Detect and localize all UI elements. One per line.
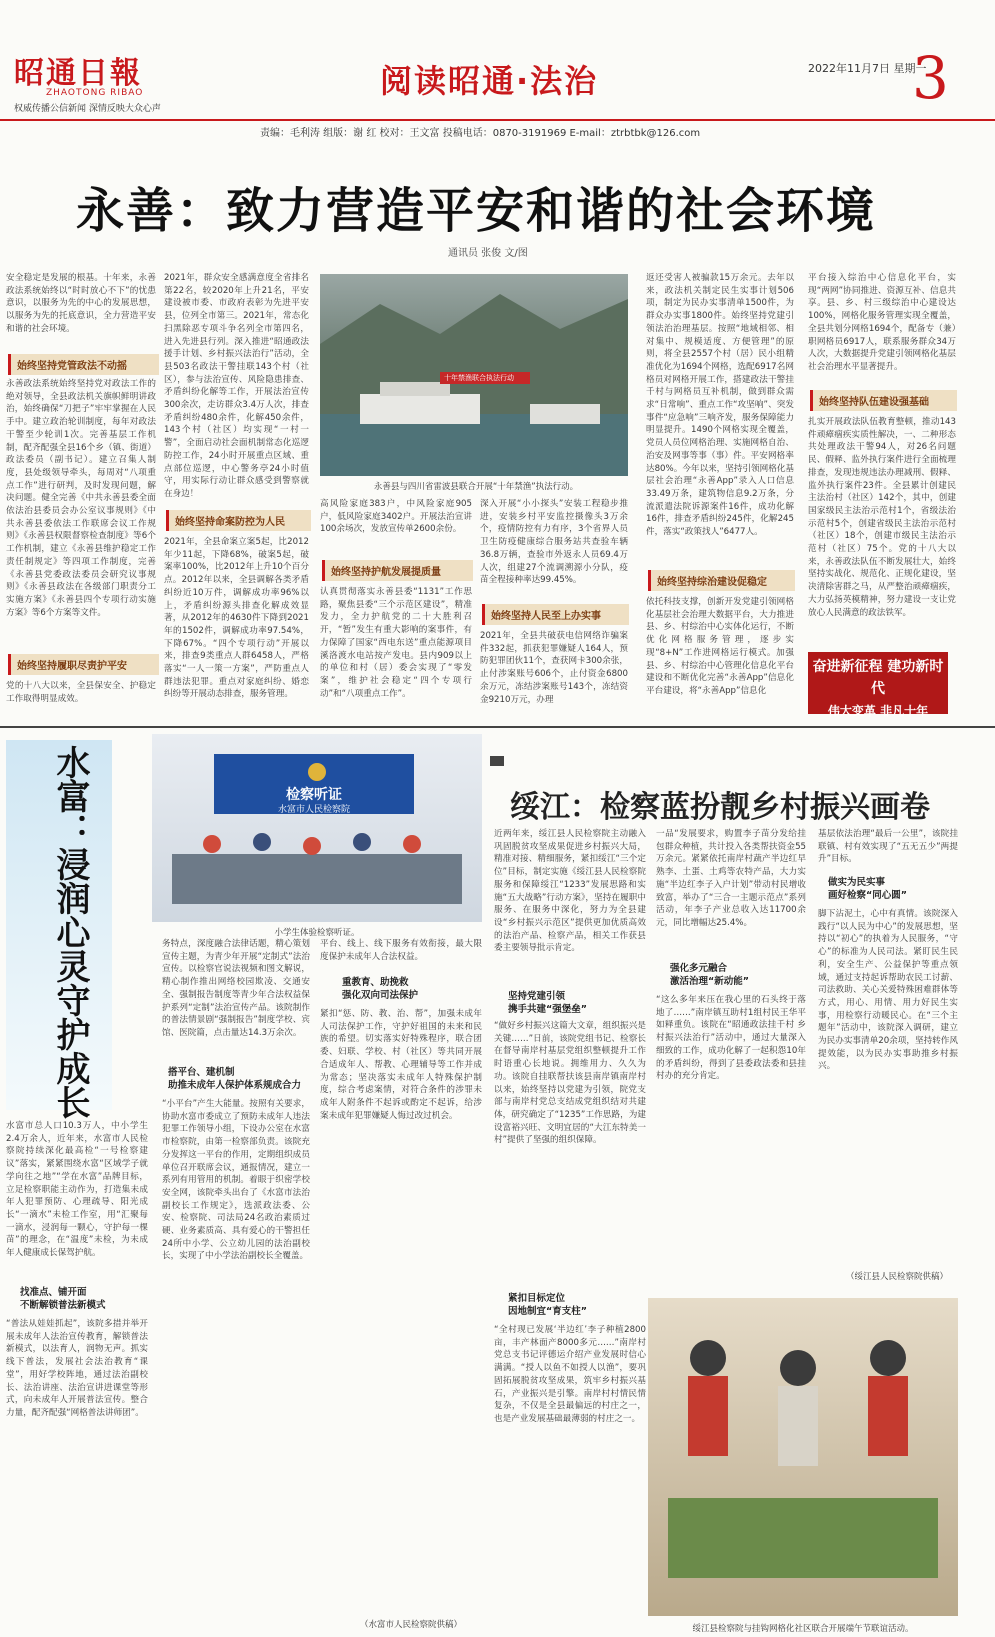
person-body	[868, 1376, 908, 1456]
article1-subhead: 始终坚持队伍建设强基础	[810, 390, 957, 411]
photo-banner-text: 十年禁渔联合执法行动	[444, 374, 514, 382]
article3-col3-body: 基层依法治理“最后一公里”，该院挂联镇、村有效实现了“五无五少”两提升”目标。	[818, 829, 958, 865]
article3-signature: （绥江县人民检察院供稿）	[846, 1272, 949, 1282]
newspaper-logo-english: ZHAOTONG RIBAO	[46, 88, 144, 98]
article1-subhead: 始终坚持党管政法不动摇	[8, 354, 159, 375]
article1-col4-body2: 2021年，全县共破获电信网络诈骗案件332起，抓获犯罪嫌疑人164人，预防犯罪团伙11个，查获网卡300余张，止付涉案账号606个，止付资金6800余万元，冻结涉案账号143个，冻结资金9210万元，办理	[480, 631, 628, 705]
article3-col1-body3: “全村现已发展‘半边红’李子种植2800亩，丰产林面产8000多元……”南岸村党总支书记评德运介绍产业发展时信心满满。“授人以鱼不如授人以渔”，要巩固拓展脱贫攻坚成果，筑牢乡村振兴基石，产业振兴是引擎。南岸村村情民情复杂，不仅是全县最偏远的村庄之一，也是产业发展基础最薄弱的村庄之一。	[494, 1325, 646, 1424]
article3-headline: 绥江：检察蓝扮靓乡村振兴画卷	[510, 790, 930, 825]
article1-col1-body: 永善政法系统始终坚持党对政法工作的绝对领导，全县政法机关旗帜鲜明讲政治，始终确保“刀把子”牢牢掌握在人民手中。建立政治轮训制度，每年对政法干警至少轮训1次。完善基层工作机制，配齐配强全县16个乡（镇、街道）政法委员（副书记）。建立召集人制度，县处级领导牵头，每周对“八项重点工作”进行研判，及时发现问题，解决问题。健全完善《中共永善县委全面依法治县委员会办公室议事规则》《中共永善县委依法工作联席会议工作规则》《永善县权限督察检查制度》等6个工作机制，建立《永善县维护稳定工作责任制规定》等四项工作制度，完善《永善县党委政法委员会研究议事规则》《永善县政法在各级部门职责分工实施方案》《永善县四个专项行动实施方案》等6个方案等文件。	[6, 379, 156, 618]
article2-col3-body2: 紧扣“惩、防、教、治、帮”，加强未成年人司法保护工作，守护好祖国的未来和民族的希望。切实落实好特殊程序，联合团委、妇联、学校、村（社区）等共同开展合适成年人、帮教、心理辅导等工作并成为常态；坚决落实未成年人特殊保护制度，综合考虑案情，对符合条件的涉罪未成年人附条件不起诉或酌定不起诉，给涉案未成年犯罪嫌疑人悔过改过机会。	[320, 1009, 482, 1121]
article3-col1-body: 近两年来，绥江县人民检察院主动融入巩固脱贫攻坚成果促进乡村振兴大局，精准对接、精细服务，紧扣绥江“三个定位”目标，制定实施《绥江县人民检察院服务和保障绥江“1233”发展思路和实施“五大战略”行动方案》，坚持在履职中服务、在服务中深化，努力为全县建设“乡村振兴示范区”提供更加优质高效的法治产品、检察产品，相关工作获县委主要领导批示肯定。	[494, 829, 646, 954]
article2-signature: （水富市人民检察院供稿）	[360, 1620, 463, 1630]
photo-banner-text: 检察听证	[286, 787, 342, 803]
article3-subhead: 做实为民实事 画好检察“同心圆”	[828, 877, 907, 901]
article2-photo-caption: 小学生体验检察听证。	[274, 928, 360, 938]
article3-subhead: 坚持党建引领 携手共建“强堡垒”	[508, 991, 587, 1015]
page-number: 3	[912, 44, 949, 112]
article1-col2-body2: 2021年，全县命案立案5起，比2012年少11起，下降68%，破案5起，破案率100%，比2012年上升10个百分点。2012年以来，全县调解各类矛盾纠纷近10万件，调解成功率96%以上，矛盾纠纷源头排查化解成效显著，从2012年的4630件下降到2021年的1502件，调解成功率97.54%，下降67%。“四个专项行动”开展以来，排查9类重点人群6458人，严格落实“一人一策一方案”，严防重点人群违法犯罪。重点对家庭纠纷、婚恋纠纷等开展动态排查，服务管理。	[164, 537, 309, 700]
person-head	[780, 1350, 816, 1386]
article1-col5-body2: 依托科技支撑，创新开发党建引领网格化基层社会治理大数据平台，大力推进县、乡、村综治中心实体化运行，不断优化网格服务管理，逐步实现“8+N”工作进网格运行模式。加强县、乡、村综治中心管理化信息化平台建设和不断优化完善“永善App”信息化平台建设，将“永善App”信息化	[646, 597, 794, 696]
header-divider	[0, 119, 995, 121]
article1-col4-body: 深入开展“小小探头”安装工程稳步推进，安装乡村平安监控摄像头3万余个，疫情防控有力有序，3个省界人员卫生防疫健康综合服务站共查验车辆36.8万辆，查验市外返永人员69.4万人次，组建27个流调溯源小分队，疫苗全程接种率达99.45%。	[480, 499, 628, 586]
article3-subhead: 紧扣目标定位 因地制宜“育支柱”	[508, 1293, 587, 1317]
editor-credits: 责编：毛利涛 组版：谢 红 校对：王文富 投稿电话：0870-3191969 E-mail：ztrbtbk@126.com	[260, 128, 701, 139]
hearing-scene	[152, 734, 482, 922]
section-title: 阅读昭通·法治	[380, 62, 599, 100]
boat-cabin	[380, 382, 450, 396]
table-shape	[172, 854, 462, 904]
article2-col3-body: 平台、线上、线下服务有效衔接，最大限度保护未成年人合法权益。	[320, 939, 482, 962]
section-divider	[0, 726, 995, 728]
article1-col3-body2: 认真贯彻落实永善县委“1131”工作思路，聚焦县委“三个示范区建设”，精准发力，全力护航党的二十大胜利召开，“暂”发生有重大影响的案事件，有力保障了国家“西电东送”重点能源项目溪洛渡水电站按产发电。县内909以上的单位和村（居）委会实现了“零发案”，维护社会稳定“四个专项行动”和“八项重点工作”。	[320, 587, 472, 699]
article2-photo-hearing	[152, 734, 482, 922]
person-head	[690, 1340, 726, 1376]
article1-col5-body: 返还受害人被骗款15万余元。去年以来，政法机关制定民生实事计划506项，制定为民办实事清单1500件，为群众办实事1800件。始终坚持党建引领法治治理基层。按照“地域相邻、相对集中、规模适度、方便管理”的原则，将全县2557个村（居）民小组精准优化为1694个网格，选配6917名网格员对网格开展工作，搭建政法干警挂千村与网格员互补机制，做到群众需求“日常响”、重点工作“攻坚响”、突发事件“应急响”三响齐发，服务保障能力明显提升。1490个网格实现全覆盖，党员人员位网格治理、实施网格自治、治安及网事等事（事）件。平安网格率达80%。今年以来，坚持引领网格化基层社会治理“永善App”录入人口信息33.49万条，建筑物信息9.2万条，分流派遣法院诉源案件16件，成功化解16件，排查矛盾纠纷245件，化解245件，落实“政策找人”6477人。	[646, 273, 794, 538]
article3-col1-body2: “做好乡村振兴这篇大文章，组织振兴是关键……”日前，该院党组书记、检察长在督导南岸村基层党组织整顿提升工作时语重心长地说。拥维用力、久久为功。该院自挂联帮扶该县南岸镇南岸村以来，始终坚持以党建为引领，院党支部与南岸村党总支结成党组织结对共建体，研究确定了“1235”工作思路，为建设富裕兴旺、文明宜居的“大江东特美一村”提供了坚强的组织保障。	[494, 1021, 646, 1146]
zongzi-leaves	[668, 1498, 938, 1578]
article1-col6-body: 平台接入综治中心信息化平台，实现“两网”协同推进、资源互补、信息共享。县、乡、村三级综治中心建设达100%，网格化服务管理实现全覆盖，全县共划分网格1694个，配备专（兼）职网格员6917人，联系服务群众34万人次，大数据提升党建引领网格化基层社会治理水平显著提升。	[808, 273, 956, 372]
article2-col2-body: 务特点，深度融合法律话题，精心策划宣传主题，为青少年开展“定制式”法治宣传。以检察官说法视频和图文解说，精心制作推出网络校园欺凌、交通安全、强制报告制度等青少年合法权益保护系列“定制”法治宣传产品。该院制作的普法情景剧“强制报告”制度学校、宾馆、医院篇，点击量达14.3万余次。	[162, 939, 310, 1038]
student-head	[353, 833, 371, 851]
article1-subhead: 始终坚持履职尽责护平安	[8, 654, 159, 675]
article1-headline: 永善：致力营造平安和谐的社会环境	[76, 183, 877, 239]
article2-headline: 水富：浸润心灵守护成长	[50, 745, 90, 1119]
article3-col2-body: 一品“发展要求，购置李子苗分发给挂包群众种植，共计投入各类帮扶资金55万余元。紧紧依托南岸村蔬产半边红早熟李、土蛋、土鸡等农特产品，大力实施“半边红李子入户计划”带动村民增收致富，举办了“三合一主题示范点”系列活动，年李子产业总收入达11700余元，同比增幅达25.4%。	[656, 829, 806, 928]
article3-photo-caption: 绥江县检察院与挂钩网格化社区联合开展端午节联谊活动。	[692, 1624, 914, 1634]
article1-subhead: 始终坚持综治建设促稳定	[648, 570, 795, 591]
article1-photo-boats	[320, 274, 628, 476]
newspaper-slogan: 权威传播公信新闻 深情反映大众心声	[14, 104, 161, 114]
slogan-banner	[808, 652, 948, 718]
slogan-line1: 奋进新征程 建功新时代	[812, 659, 944, 697]
person-head	[870, 1340, 906, 1376]
boat-left	[360, 394, 480, 424]
article1-byline: 通讯员 张俊 文/图	[448, 248, 528, 259]
article3-col3-body2: 脚下沾泥土，心中有真情。该院深入践行“以人民为中心”的发展思想，坚持以“初心”的执着为人民服务，“守心”的标准为人民司法。紧盯民生民利，安全生产、公益保护等重点领域，通过支持起诉帮助农民工讨薪、司法救助、关心关爱特殊困难群体等方式，用心、用情、用力好民生实事，用检察行动暖民心。在“三个主题年”活动中，该院深入调研，建立为民办实事清单20余项，坚持转作风提效能，以为民办实事助推乡村振兴。	[818, 909, 958, 1072]
photo-subbanner-text: 水富市人民检察院	[277, 805, 350, 815]
article1-col6-body2: 扎实开展政法队伍教育整顿，推动143件顽瘴痼疾实质性解决，一、二种形态共处理政法干警94人，对26名问题民、假释、监外执行案件进行全面梳理排查，发现违规违法办理减刑、假释、监外执行案件23件。全县累计创建民主法治村（社区）142个，其中，创建国家级民主法治示范村1个，省级法治示范村5个，创建省级民主法治示范村（社区）18个，创建市级民主法治示范村（社区）75个。党的十八大以来，永善政法队伍不断发展壮大，始终坚持实战化、规范化、正规化建设，坚决清除害群之马，从严整治顽瘴痼疾，大力弘扬英模精神，努力建设一支让党放心人民满意的政法铁军。	[808, 417, 956, 618]
article1-col2-body: 2021年，群众安全感满意度全省排名第22名，较2020年上升21名，平安建设被市委、市政府表彰为先进平安县，位列全市第三。2021年，常态化扫黑除恶专项斗争名列全市第四名，进入先进县行列。深入推进“昭通政法援手计划、乡村振兴法治行”活动，全县503名政法干警挂联143个村（社区），参与法治宣传、风险隐患排查、矛盾纠纷化解等工作，开展法治宣传300余次，走访群众3.4万人次，排查矛盾纠纷480余件，化解450余件，143个村（社区）均实现“一村一警”，全面启动社会面机制常态化巡逻防控工作，24小时开展重点区域、重点部位巡逻，中心警务亭24小时值守，用实际行动让群众感受到警察就在身边！	[164, 273, 309, 499]
boat-right	[530, 404, 600, 424]
issue-date: 2022年11月7日 星期一	[808, 62, 927, 75]
article3-subhead: 强化多元融合 激活治理“新动能”	[670, 963, 749, 987]
student-head	[203, 835, 221, 853]
person-body	[688, 1376, 728, 1456]
article2-col1-body2: “普法从娃娃抓起”，该院多措并举开展未成年人法治宣传教育，解锁普法新模式，以法育人，润物无声。抓实线下普法，发展社会法治教育“课堂”，用好学校阵地，通过法治副校长、法治讲座、法治宣讲进课堂等形式，向未成年人开展普法宣传。整合力量，配齐配强“网格普法讲师团”。	[6, 1319, 148, 1418]
student-head	[303, 837, 321, 855]
student-head	[403, 835, 421, 853]
student-head	[253, 833, 271, 851]
article2-subhead: 搭平台、建机制 助推未成年人保护体系规成合力	[168, 1067, 302, 1091]
article1-col1-intro: 安全稳定是发展的根基。十年来，永善政法系统始终以“时时放心不下”的忧患意识，以服务为先的中心的发展思想，以服务为先的托底意识，全力营造平安和谐的社会环境。	[6, 273, 156, 334]
article2-col1-body: 水富市总人口10.3万人，中小学生2.4万余人，近年来，水富市人民检察院持续深化最高检“一号检察建议”落实，紧紧围绕水富“区域学子就学向往之地”“学在水富”品牌目标，立足检察职能主动作为，打造集未成年人犯罪预防、心理疏导、阳光成长“一滴水”未检工作室，用“汇聚每一滴水，浸润每一颗心，守护每一棵苗”的理念，在“温度”未检，为未成年人健康成长保驾护航。	[6, 1121, 148, 1259]
person-body	[778, 1386, 818, 1466]
article2-col2-body2: “小平台”产生大能量。按照有关要求，协助水富市委成立了预防未成年人违法犯罪工作领导小组，下设办公室在水富市检察院，由第一检察部负责。该院充分发挥这一平台的作用，定期组织成员单位召开联席会议，通报情况，建立一系列有用管用的机制。着眼于织密学校安全网，该院牵头出台了《水富市法治副校长工作规定》，选派政法委、公安、检察院、司法局24名政治素质过硬、业务素质高、具有爱心的干警担任24所中小学、公立幼儿园的法治副校长，实现了中小学法治副校长全覆盖。	[162, 1099, 310, 1262]
headline-rule	[490, 756, 504, 766]
article1-photo-caption: 永善县与四川省雷波县联合开展“十年禁渔”执法行动。	[373, 482, 579, 492]
article2-subhead: 重教育、助挽救 强化双向司法保护	[342, 977, 419, 1001]
festival-scene	[648, 1298, 958, 1616]
slogan-line2: 伟大变革 非凡十年	[827, 704, 929, 718]
article1-subhead: 始终坚持人民至上办实事	[482, 604, 629, 625]
newspaper-logo: 昭通日報	[14, 56, 142, 91]
article1-col1-end: 党的十八大以来，全县保安全、护稳定工作取得明显成效。	[6, 681, 156, 704]
article1-subhead: 始终坚持命案防控为人民	[166, 510, 311, 531]
emblem	[308, 763, 326, 781]
article3-col2-body2: “这么多年来压在我心里的石头终于落地了……”南岸镇互助村1组村民王华平如释重负。该院在“昭通政法挂千村 乡村振兴法治行”活动中，通过大量深入细致的工作，成功化解了一起积怨10年的矛盾纠纷，得到了县委政法委和县挂村办的充分肯定。	[656, 995, 806, 1082]
article3-photo-festival	[648, 1298, 958, 1616]
article1-col3-body: 高风险家庭383户，中风险家庭905户，低风险家庭3402户。开展法治宣讲100余场次，发放宣传单2600余份。	[320, 499, 472, 535]
article2-subhead: 找准点、铺开面 不断解锁普法新模式	[20, 1287, 106, 1311]
article1-subhead: 始终坚持护航发展提质量	[322, 560, 473, 581]
